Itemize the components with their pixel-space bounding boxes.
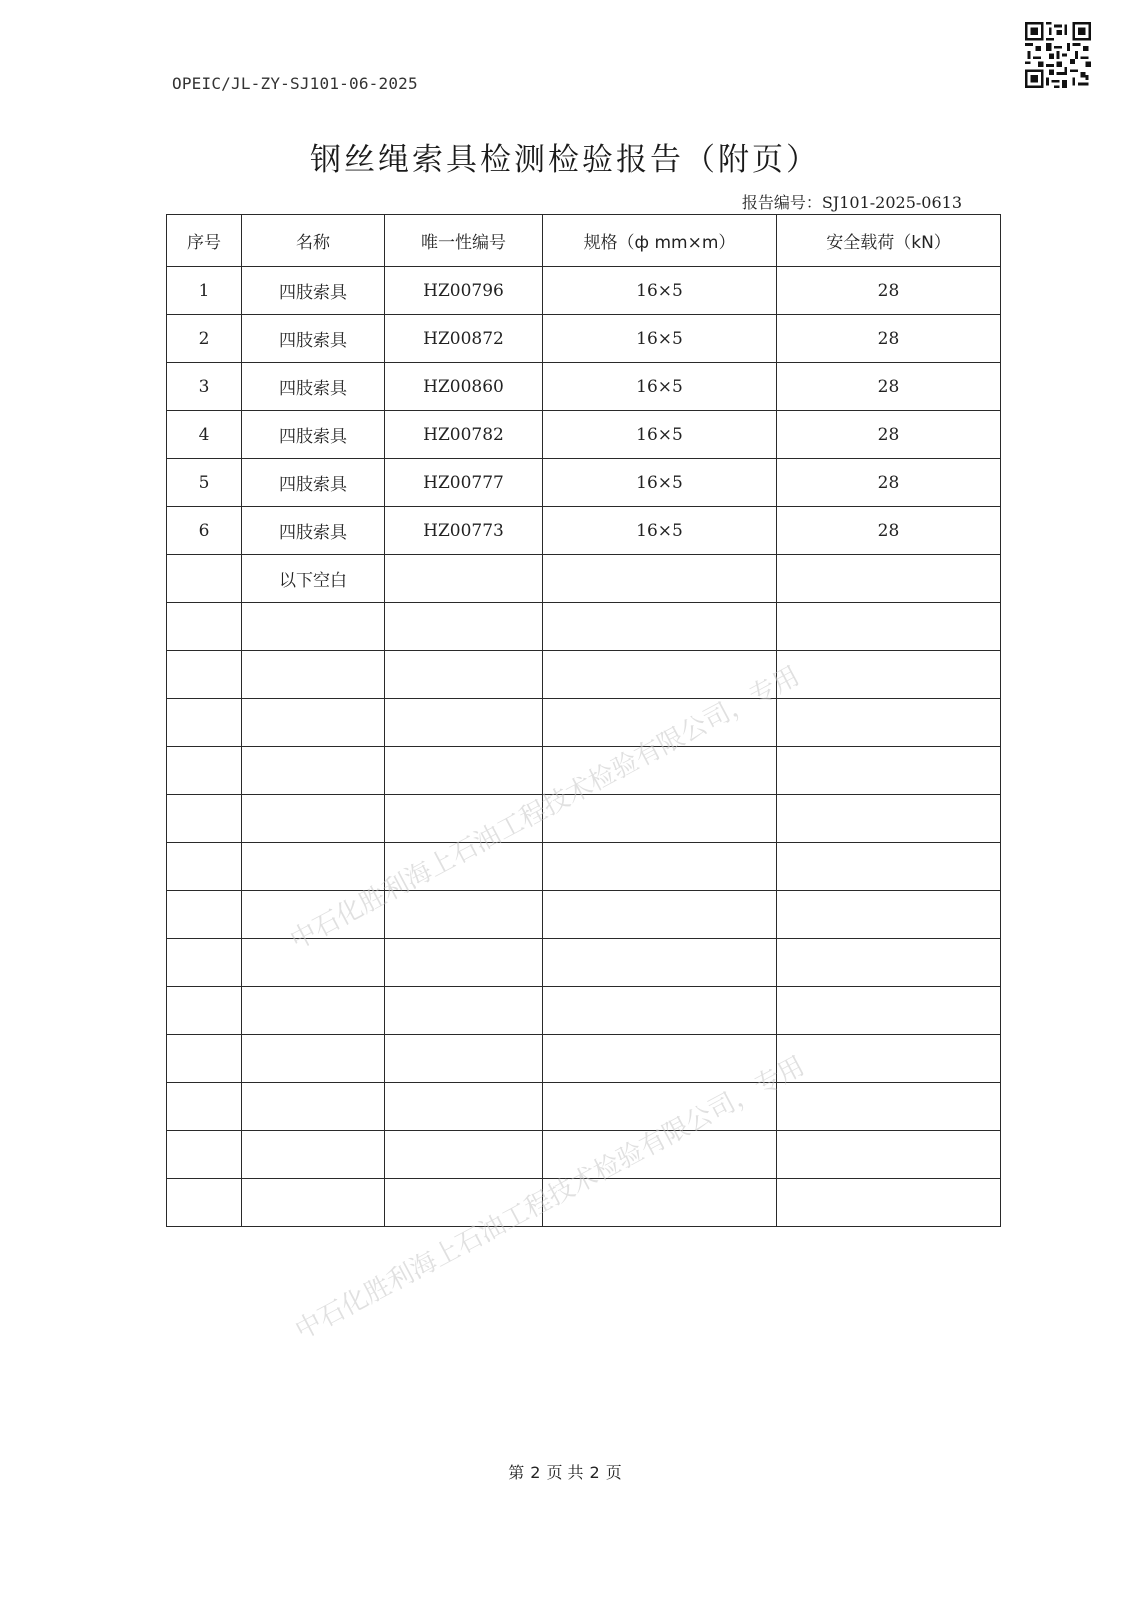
table-row [167,459,1001,507]
table-row [167,603,1001,651]
cell-index [167,555,242,603]
cell-index [167,843,242,891]
footer-mid: 页 共 [546,1463,584,1482]
cell-unique-id [385,891,543,939]
cell-name [242,795,385,843]
cell-safe-load [777,1035,1001,1083]
cell-unique-id [385,603,543,651]
table-row [167,411,1001,459]
cell-spec: 16×5 [543,363,777,411]
cell-index [167,891,242,939]
report-number-value: SJ101-2025-0613 [821,193,962,212]
cell-safe-load [777,987,1001,1035]
cell-spec [543,1083,777,1131]
cell-name [242,747,385,795]
cell-spec: 16×5 [543,459,777,507]
qr-code-icon [1025,22,1091,88]
cell-index [167,1083,242,1131]
cell-name [242,651,385,699]
cell-unique-id [385,699,543,747]
cell-unique-id: HZ00872 [385,315,543,363]
cell-unique-id [385,555,543,603]
cell-safe-load: 28 [777,459,1001,507]
cell-safe-load: 28 [777,411,1001,459]
cell-unique-id: HZ00782 [385,411,543,459]
table-row [167,987,1001,1035]
cell-spec [543,651,777,699]
cell-spec [543,795,777,843]
footer-prefix: 第 [508,1463,525,1482]
column-header-name: 名称 [242,215,385,267]
cell-name: 四肢索具 [242,459,385,507]
report-number-label: 报告编号： [741,193,822,212]
table-row [167,507,1001,555]
cell-index [167,1131,242,1179]
cell-index [167,747,242,795]
cell-name: 四肢索具 [242,267,385,315]
cell-unique-id: HZ00773 [385,507,543,555]
cell-safe-load [777,699,1001,747]
cell-safe-load: 28 [777,507,1001,555]
cell-spec: 16×5 [543,411,777,459]
cell-unique-id [385,1179,543,1227]
table-row [167,555,1001,603]
footer-total-pages: 2 [589,1463,600,1482]
cell-safe-load: 28 [777,363,1001,411]
cell-unique-id [385,1131,543,1179]
cell-spec [543,987,777,1035]
cell-index: 4 [167,411,242,459]
cell-name [242,1179,385,1227]
cell-unique-id [385,939,543,987]
table-row [167,747,1001,795]
cell-safe-load: 28 [777,267,1001,315]
cell-name [242,987,385,1035]
cell-name [242,939,385,987]
footer-suffix: 页 [605,1463,622,1482]
cell-safe-load [777,1179,1001,1227]
table-row [167,1131,1001,1179]
cell-name [242,1131,385,1179]
inspection-table [166,214,1001,1227]
cell-unique-id [385,1083,543,1131]
cell-spec [543,603,777,651]
cell-spec [543,1131,777,1179]
column-header-unique-id: 唯一性编号 [385,215,543,267]
cell-safe-load [777,843,1001,891]
cell-index: 6 [167,507,242,555]
cell-safe-load [777,603,1001,651]
cell-unique-id: HZ00796 [385,267,543,315]
cell-safe-load [777,1131,1001,1179]
cell-name [242,1083,385,1131]
cell-unique-id: HZ00860 [385,363,543,411]
table-row [167,795,1001,843]
table-row [167,267,1001,315]
cell-index [167,603,242,651]
table-row [167,315,1001,363]
cell-spec [543,843,777,891]
column-header-safe-load: 安全载荷（kN） [777,215,1001,267]
cell-unique-id [385,795,543,843]
cell-name: 四肢索具 [242,507,385,555]
table-row [167,1179,1001,1227]
cell-index: 5 [167,459,242,507]
cell-unique-id [385,651,543,699]
document-code: OPEIC/JL-ZY-SJ101-06-2025 [172,74,418,93]
page-footer [0,1460,1130,1483]
cell-index: 3 [167,363,242,411]
cell-spec [543,555,777,603]
cell-index [167,1035,242,1083]
cell-index [167,651,242,699]
column-header-spec: 规格（ф mm×m） [543,215,777,267]
cell-index [167,699,242,747]
cell-spec: 16×5 [543,267,777,315]
cell-name: 四肢索具 [242,411,385,459]
cell-unique-id: HZ00777 [385,459,543,507]
cell-name [242,891,385,939]
cell-name [242,603,385,651]
cell-name [242,1035,385,1083]
cell-spec [543,891,777,939]
table-row [167,1035,1001,1083]
table-row [167,651,1001,699]
cell-spec [543,1035,777,1083]
cell-index [167,795,242,843]
table-row [167,1083,1001,1131]
table-row [167,891,1001,939]
cell-safe-load [777,651,1001,699]
cell-index: 1 [167,267,242,315]
report-number [742,190,962,213]
cell-name: 四肢索具 [242,315,385,363]
cell-index: 2 [167,315,242,363]
cell-safe-load [777,939,1001,987]
cell-safe-load [777,555,1001,603]
cell-safe-load [777,747,1001,795]
cell-spec [543,747,777,795]
cell-spec: 16×5 [543,315,777,363]
table-body [167,267,1001,1227]
table-row [167,363,1001,411]
cell-index [167,987,242,1035]
table-row [167,699,1001,747]
cell-index [167,939,242,987]
page-title: 钢丝绳索具检测检验报告（附页） [310,142,820,178]
cell-spec [543,939,777,987]
column-header-index: 序号 [167,215,242,267]
cell-safe-load: 28 [777,315,1001,363]
cell-name [242,699,385,747]
watermark-1: 中石化胜利海上石油工程技术检验有限公司，专用 [285,661,805,957]
cell-name: 以下空白 [242,555,385,603]
cell-index [167,1179,242,1227]
cell-spec [543,1179,777,1227]
table-row [167,939,1001,987]
cell-name: 四肢索具 [242,363,385,411]
cell-name [242,843,385,891]
table-row [167,843,1001,891]
cell-safe-load [777,1083,1001,1131]
cell-unique-id [385,987,543,1035]
cell-unique-id [385,843,543,891]
cell-safe-load [777,891,1001,939]
cell-unique-id [385,747,543,795]
cell-safe-load [777,795,1001,843]
cell-spec: 16×5 [543,507,777,555]
footer-page-number: 2 [530,1463,541,1482]
cell-spec [543,699,777,747]
cell-unique-id [385,1035,543,1083]
watermark-2: 中石化胜利海上石油工程技术检验有限公司，专用 [290,1051,810,1347]
table-header-row [167,215,1001,267]
